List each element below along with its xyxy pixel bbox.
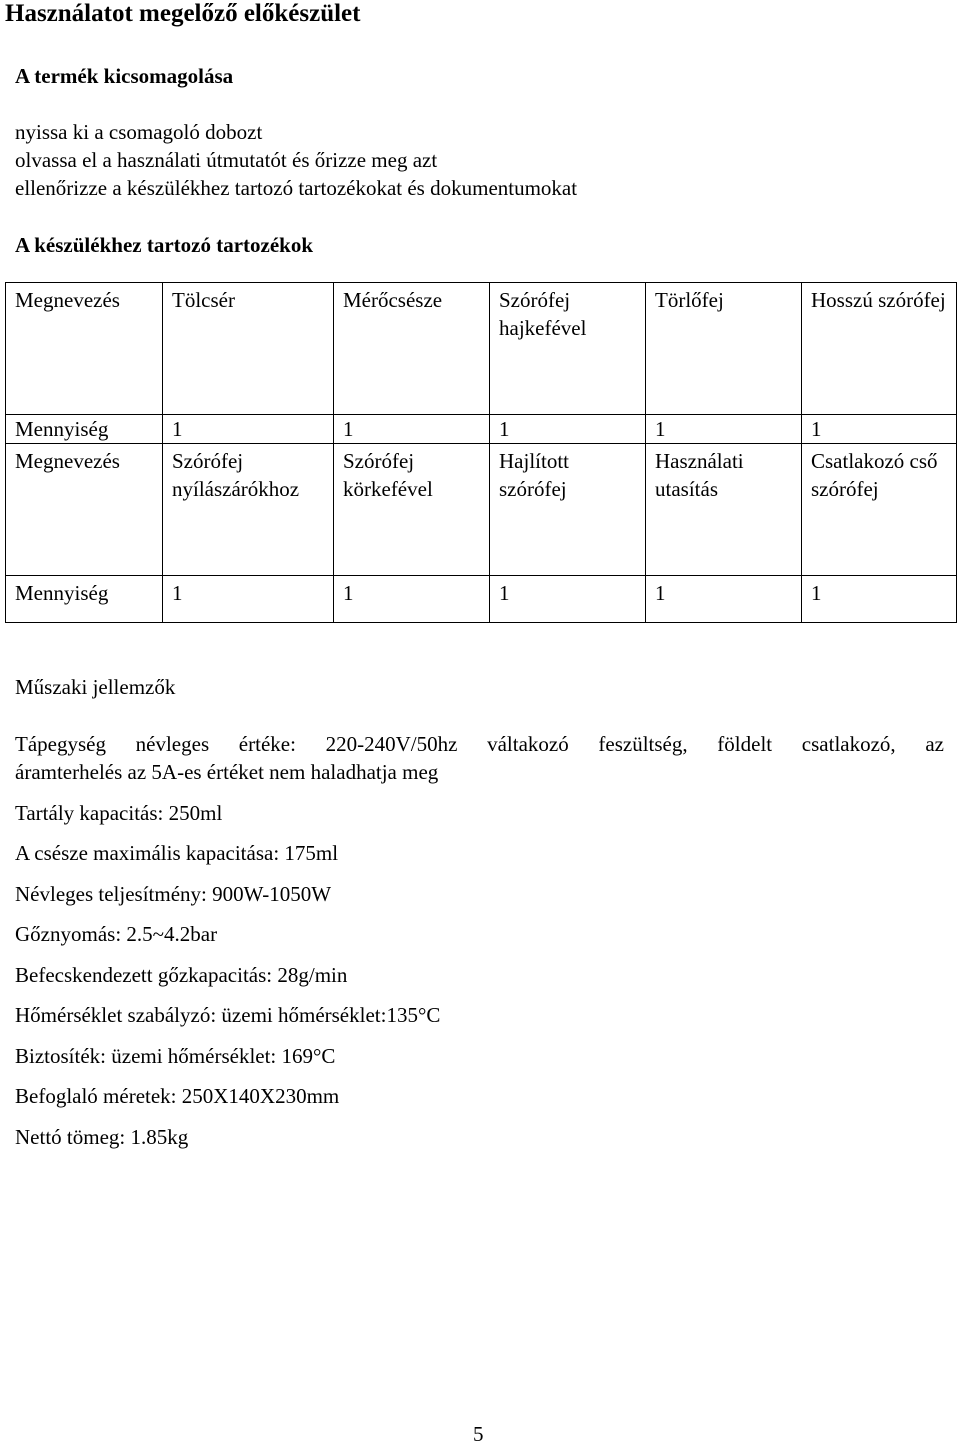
accessory-qty: 1 — [490, 576, 646, 623]
page-number: 5 — [473, 1422, 484, 1446]
row-label-qty: Mennyiség — [6, 415, 163, 444]
accessory-name: Szórófej hajkefével — [490, 283, 646, 415]
accessory-name: Szórófej nyílászárókhoz — [163, 444, 334, 576]
unpacking-step: olvassa el a használati útmutatót és őrizze meg azt — [15, 148, 438, 172]
accessory-name: Hosszú szórófej — [802, 283, 957, 415]
spec-item: Befoglaló méretek: 250X140X230mm — [15, 1084, 340, 1108]
unpacking-step: ellenőrizze a készülékhez tartozó tartozékokat és dokumentumokat — [15, 176, 578, 200]
table-row — [6, 283, 957, 415]
accessory-qty: 1 — [802, 576, 957, 623]
spec-item: Névleges teljesítmény: 900W-1050W — [15, 882, 332, 906]
power-spec-line: Tápegység névleges értéke: 220-240V/50hz váltakozó feszültség, földelt csatlakozó, az — [15, 732, 944, 756]
power-spec-line: áramterhelés az 5A-es értéket nem haladhatja meg — [15, 760, 439, 784]
accessory-qty: 1 — [163, 576, 334, 623]
accessory-name: Tölcsér — [163, 283, 334, 415]
accessory-qty: 1 — [334, 576, 490, 623]
accessories-heading: A készülékhez tartozó tartozékok — [15, 233, 314, 257]
row-label-name: Megnevezés — [6, 283, 163, 415]
accessory-qty: 1 — [163, 415, 334, 444]
unpacking-heading: A termék kicsomagolása — [15, 64, 234, 88]
accessory-name: Mérőcsésze — [334, 283, 490, 415]
power-spec — [15, 730, 944, 758]
accessory-name: Csatlakozó cső szórófej — [802, 444, 957, 576]
accessories-table — [5, 282, 957, 623]
unpacking-step: nyissa ki a csomagoló dobozt — [15, 120, 263, 144]
row-label-name: Megnevezés — [6, 444, 163, 576]
spec-item: A csésze maximális kapacitása: 175ml — [15, 841, 339, 865]
accessory-qty: 1 — [802, 415, 957, 444]
row-label-qty: Mennyiség — [6, 576, 163, 623]
table-row — [6, 415, 957, 444]
spec-item: Gőznyomás: 2.5~4.2bar — [15, 922, 218, 946]
spec-item: Befecskendezett gőzkapacitás: 28g/min — [15, 963, 348, 987]
accessory-qty: 1 — [646, 576, 802, 623]
accessory-qty: 1 — [646, 415, 802, 444]
table-row — [6, 444, 957, 576]
accessory-name: Törlőfej — [646, 283, 802, 415]
accessory-name: Használati utasítás — [646, 444, 802, 576]
spec-item: Nettó tömeg: 1.85kg — [15, 1125, 189, 1149]
specs-heading: Műszaki jellemzők — [15, 675, 176, 699]
spec-item: Tartály kapacitás: 250ml — [15, 801, 223, 825]
accessory-name: Hajlított szórófej — [490, 444, 646, 576]
spec-item: Hőmérséklet szabályzó: üzemi hőmérséklet:135°C — [15, 1003, 441, 1027]
accessory-qty: 1 — [490, 415, 646, 444]
accessory-name: Szórófej körkefével — [334, 444, 490, 576]
spec-item: Biztosíték: üzemi hőmérséklet: 169°C — [15, 1044, 336, 1068]
accessory-qty: 1 — [334, 415, 490, 444]
table-row — [6, 576, 957, 623]
page-title: Használatot megelőző előkészület — [5, 0, 361, 27]
